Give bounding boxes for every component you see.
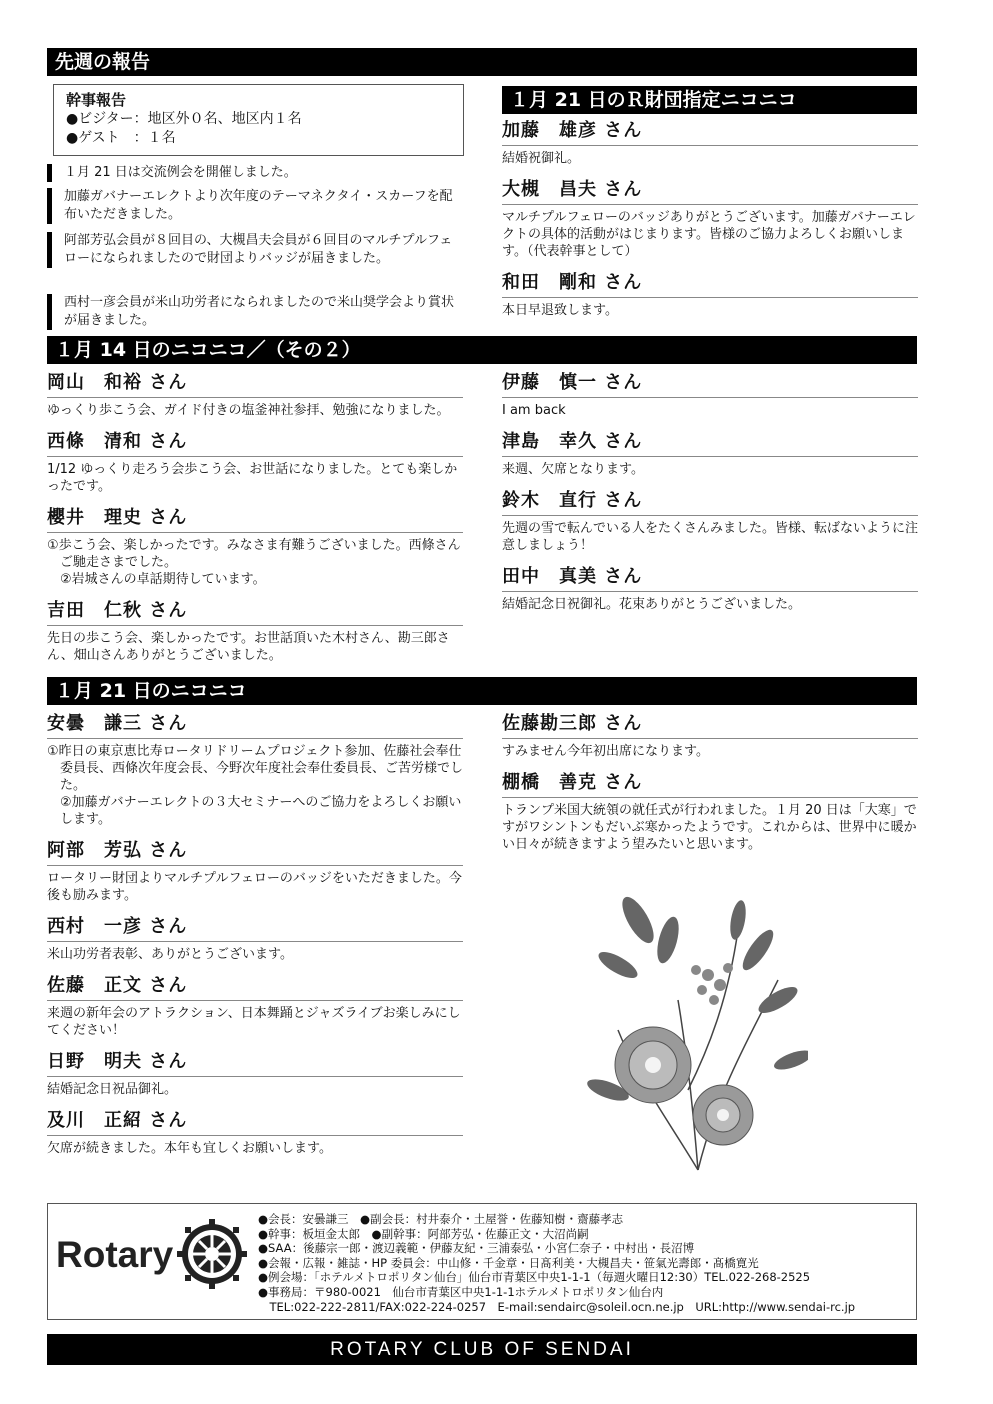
note-item: 西村一彦会員が米山功労者になられましたので米山奨学会より賞状が届きました。	[47, 294, 465, 330]
list-item	[47, 838, 463, 910]
section-header-jan21: １月 21 日のニコニコ	[47, 677, 917, 705]
member-name: 田中 真美 さん	[502, 564, 918, 592]
camellia-illustration	[578, 890, 808, 1180]
member-name: 棚橋 善克 さん	[502, 770, 918, 798]
member-name: 鈴木 直行 さん	[502, 488, 918, 516]
member-message: 結婚記念日祝品御礼。	[47, 1082, 178, 1097]
info-line: ●幹事：板垣金太郎 ●副幹事：阿部芳弘・佐藤正文・大沼尚嗣	[258, 1226, 589, 1241]
info-line: ●事務局：〒980-0021 仙台市青葉区中央1-1-1ホテルメトロポリタン仙台内	[258, 1284, 664, 1299]
member-message: 1/12 ゆっくり走ろう会歩こう会、お世話になりました。とても楽しかったです。	[47, 462, 458, 494]
info-line: ●会報・広報・雑誌・HP 委員会：中山修・千金章・日髙利美・大槻昌夫・笹氣光壽郎・髙橋寛光	[258, 1255, 759, 1270]
member-name: 津島 幸久 さん	[502, 429, 918, 457]
list-item	[47, 1049, 463, 1104]
jan21-right-list	[502, 711, 918, 863]
member-message: ①昨日の東京恵比寿ロータリドリームプロジェクト参加、佐藤社会奉仕委員長、西條次年度会長、今野次年度社会奉仕委員長、ご苦労様でした。 ②加藤ガバナーエレクトの３大セミナーへのご協力をよろしくお願いします。	[47, 744, 464, 827]
member-message: ゆっくり歩こう会、ガイド付きの塩釜神社参拝、勉強になりました。	[47, 403, 450, 418]
member-name: 吉田 仁秋 さん	[47, 598, 463, 626]
member-message: 先日の歩こう会、楽しかったです。お世話頂いた木村さん、勘三郎さん、畑山さんありがとうございました。	[47, 631, 450, 663]
info-line: ●会長：安曇謙三 ●副会長：村井泰介・土屋誉・佐藤知樹・齋藤孝志	[258, 1212, 624, 1226]
member-message: 結婚祝御礼。	[502, 151, 581, 166]
list-item	[502, 564, 918, 619]
secretary-report-box	[53, 84, 464, 156]
section-header-last-week: 先週の報告	[47, 48, 917, 76]
club-info-box	[47, 1203, 917, 1320]
member-name: 西條 清和 さん	[47, 429, 463, 457]
member-message: 先週の雪で転んでいる人をたくさんみました。皆様、転ばないように注意しましょう！	[502, 521, 919, 553]
member-message: マルチプルフェローのバッジありがとうございます。加藤ガバナーエレクトの具体的活動がはじまります。皆様のご協力よろしくお願いします。（代表幹事として）	[502, 210, 916, 259]
rotary-logo-text: Rotary	[56, 1234, 174, 1275]
club-officers-info	[258, 1212, 855, 1314]
member-message: トランプ米国大統領の就任式が行われました。１月 20 日は「大寒」ですがワシントンもだいぶ寒かったようです。これからは、世界中に暖かい日々が続きますよう望みたいと思います。	[502, 803, 917, 852]
guest-line: ●ゲスト ：１名	[66, 130, 176, 146]
secretary-report-heading: 幹事報告	[66, 91, 127, 109]
member-message: ロータリー財団よりマルチプルフェローのバッジをいただきました。今後も励みます。	[47, 871, 462, 903]
jan14-right-list	[502, 370, 918, 623]
list-item	[47, 914, 463, 969]
list-item	[502, 270, 918, 325]
jan14-left-list	[47, 370, 463, 674]
list-item	[47, 973, 463, 1045]
list-item	[502, 370, 918, 425]
member-message: 来週、欠席となります。	[502, 462, 644, 477]
member-name: 安曇 謙三 さん	[47, 711, 463, 739]
note-item: １月 21 日は交流例会を開催しました。	[47, 164, 465, 182]
member-name: 加藤 雄彦 さん	[502, 118, 918, 146]
list-item	[47, 505, 463, 594]
list-item	[502, 177, 918, 266]
member-message: 結婚記念日祝御礼。花束ありがとうございました。	[502, 597, 802, 612]
member-message: I am back	[502, 403, 566, 418]
list-item	[502, 488, 918, 560]
list-item	[47, 429, 463, 501]
r-foundation-list	[502, 118, 918, 329]
list-item	[502, 429, 918, 484]
list-item	[47, 598, 463, 670]
member-message: 本日早退致します。	[502, 303, 618, 318]
member-message: ①歩こう会、楽しかったです。みなさま有難うございました。西條さんご馳走さまでした。 ②岩城さんの卓話期待しています。	[47, 538, 461, 587]
info-line: ●例会場：「ホテルメトロポリタン仙台」仙台市青葉区中央1-1-1（毎週火曜日12:30）TEL.022-268-2525	[258, 1270, 811, 1285]
list-item	[502, 118, 918, 173]
info-line: ●SAA：後藤宗一郎・渡辺義範・伊藤友紀・三浦泰弘・小宮仁奈子・中村出・長沼博	[258, 1241, 695, 1256]
member-name: 西村 一彦 さん	[47, 914, 463, 942]
member-name: 和田 剛和 さん	[502, 270, 918, 298]
member-message: 欠席が続きました。本年も宜しくお願いします。	[47, 1141, 332, 1156]
member-name: 伊藤 慎一 さん	[502, 370, 918, 398]
contact-line: TEL:022-222-2811/FAX:022-224-0257 E-mail:sendairc@soleil.ocn.ne.jp URL:http://www.sendai-rc.jp	[258, 1299, 856, 1314]
list-item	[47, 1108, 463, 1163]
list-item	[47, 711, 463, 834]
rotary-wheel-icon	[176, 1218, 248, 1290]
section-header-r-foundation: １月 21 日のＲ財団指定ニコニコ	[502, 86, 917, 114]
note-item: 加藤ガバナーエレクトより次年度のテーマネクタイ・スカーフを配布いただきました。	[47, 188, 465, 224]
note-item: 阿部芳弘会員が８回目の、大槻昌夫会員が６回目のマルチプルフェローになられましたので財団よりバッジが届きました。	[47, 232, 465, 268]
member-name: 佐藤 正文 さん	[47, 973, 463, 1001]
member-name: 日野 明夫 さん	[47, 1049, 463, 1077]
member-message: すみません今年初出席になります。	[502, 744, 709, 759]
member-message: 米山功労者表彰、ありがとうございます。	[47, 947, 293, 962]
member-name: 岡山 和裕 さん	[47, 370, 463, 398]
member-name: 佐藤勘三郎 さん	[502, 711, 918, 739]
club-name-bar: ROTARY CLUB OF SENDAI	[47, 1334, 917, 1365]
member-name: 櫻井 理史 さん	[47, 505, 463, 533]
member-name: 阿部 芳弘 さん	[47, 838, 463, 866]
member-name: 大槻 昌夫 さん	[502, 177, 918, 205]
list-item	[502, 770, 918, 859]
list-item	[47, 370, 463, 425]
jan21-left-list	[47, 711, 463, 1167]
member-message: 来週の新年会のアトラクション、日本舞踊とジャズライブお楽しみにしてください！	[47, 1006, 461, 1038]
member-name: 及川 正紹 さん	[47, 1108, 463, 1136]
list-item	[502, 711, 918, 766]
visitor-line: ●ビジター：地区外０名、地区内１名	[66, 111, 302, 127]
section-header-jan14: １月 14 日のニコニコ／（その２）	[47, 336, 917, 364]
